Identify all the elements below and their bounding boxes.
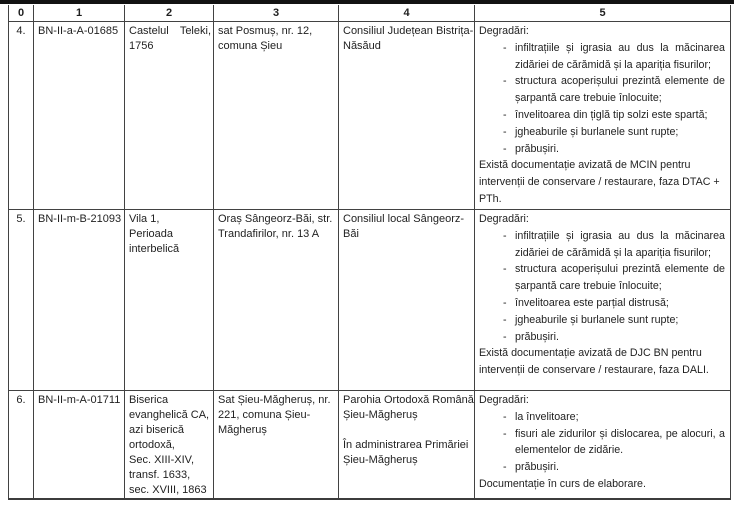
bullet-line: elementelor de zidărie. [515,444,624,457]
cell-position: 4. [9,22,34,210]
bullet-dash: - [503,41,507,54]
monuments-table [8,5,731,500]
column-header: 5 [475,5,731,22]
bullet-line: jgheaburile și burlanele sunt rupte; [515,125,679,138]
text-line: evanghelică CA, [129,409,210,421]
bullet-line: structura acoperișului prezintă elemente de [515,75,725,88]
text-line: Trandafirilor, nr. 13 A [218,228,320,240]
bullet-dash: - [503,330,507,343]
bullet-dash: - [503,410,507,423]
text-line: Măgheruș [218,424,267,436]
bullet-line: infiltrațiile și igrasia au dus la măcinarea [515,229,725,242]
bullet-line: prăbușiri. [515,461,559,474]
cell-position: 6. [9,391,34,500]
bullet-line: prăbușiri. [515,330,559,343]
text-line: azi biserică [129,424,185,436]
condition-bullet [479,107,725,124]
cell-holder [339,391,475,500]
bullet-dash: - [503,108,507,121]
bullet-line: șarpantă care trebuie înlocuite; [515,280,662,293]
cell-holder [339,22,475,210]
cell-monument [125,210,214,391]
condition-bullet [479,261,725,295]
text-line: Sec. XIII-XIV, [129,454,195,466]
table-row [9,210,731,391]
text-line: Perioada [129,228,174,240]
text-line: interbelică [129,243,180,255]
cell-monument [125,391,214,500]
bullet-line: jgheaburile și burlanele sunt rupte; [515,313,679,326]
text-line: Biserica [129,394,169,406]
column-header: 0 [9,5,34,22]
table-header-row [9,5,731,22]
bullet-dash: - [503,263,507,276]
condition-heading: Degradări: [479,25,529,37]
bullet-line: prăbușiri. [515,142,559,155]
text-line: ortodoxă, [129,439,175,451]
condition-bullet [479,73,725,107]
text-line: sec. XVIII, 1863 [129,484,207,496]
text-line: 221, comuna Șieu- [218,409,311,421]
bullet-line: învelitoarea din țiglă tip solzi este spartă; [515,108,708,121]
bullet-line: structura acoperișului prezintă elemente de [515,263,725,276]
cell-address [214,210,339,391]
condition-bullet [479,426,725,460]
bullet-line: învelitoarea este parțial distrusă; [515,296,669,309]
bullet-line: zidăriei de cărămidă și la apariția fisurilor; [515,246,712,259]
text-line: Năsăud [343,40,381,52]
bullet-line: la învelitoare; [515,410,579,423]
text-line: Consiliul Județean Bistrița- [343,25,474,37]
text-line: Parohia Ortodoxă Română [343,394,474,406]
text-line: În administrarea Primăriei [343,439,469,451]
cell-lmi-code: BN-II-a-A-01685 [34,22,125,210]
bullet-dash: - [503,125,507,138]
condition-bullet [479,459,725,476]
cell-address [214,391,339,500]
condition-bullet [479,40,725,74]
bullet-line: infiltrațiile și igrasia au dus la măcinarea [515,41,725,54]
condition-note-line: Documentație în curs de elaborare. [479,477,646,490]
text-line: Șieu-Măgheruș [343,409,418,421]
table-body [9,22,731,500]
text-line: Vila 1, [129,213,160,225]
column-header: 2 [125,5,214,22]
cell-condition [475,210,731,391]
bullet-dash: - [503,296,507,309]
cell-address [214,22,339,210]
cell-lmi-code: BN-II-m-B-21093 [34,210,125,391]
table-header [9,5,731,22]
text-line: Castelul Teleki, [129,25,211,37]
condition-bullet [479,409,725,426]
column-header: 1 [34,5,125,22]
condition-note-line: Există documentație avizată de MCIN pentru [479,159,691,172]
cell-condition [475,391,731,500]
bullet-dash: - [503,461,507,474]
condition-heading: Degradări: [479,213,529,225]
condition-bullet [479,312,725,329]
text-line [343,423,472,438]
bullet-line: șarpantă care trebuie înlocuite; [515,92,662,105]
text-line: Șieu-Măgheruș [343,454,418,466]
bullet-dash: - [503,313,507,326]
bullet-dash: - [503,75,507,88]
text-line: Sat Șieu-Măgheruș, nr. [218,394,331,406]
text-line: 1756 [129,40,154,52]
table-row [9,391,731,500]
condition-bullet [479,329,725,346]
text-line: transf. 1633, [129,469,191,481]
condition-bullet [479,295,725,312]
cell-monument [125,22,214,210]
condition-note-line: intervenții de conservare / restaurare, faza DALI. [479,364,709,377]
text-line: Oraș Sângeorz-Băi, str. [218,213,333,225]
bullet-line: fisuri ale zidurilor și dislocarea, pe alocuri, a [515,427,725,440]
condition-note-line: PTh. [479,192,502,205]
bullet-line: zidăriei de cărămidă și la apariția fisurilor; [515,58,712,71]
condition-bullet [479,141,725,158]
column-header: 3 [214,5,339,22]
cell-position: 5. [9,210,34,391]
cell-lmi-code: BN-II-m-A-01711 [34,391,125,500]
condition-note-line: Există documentație avizată de DJC BN pentru [479,347,702,360]
text-line: Consiliul local Sângeorz- [343,213,465,225]
condition-heading: Degradări: [479,394,529,406]
cell-holder [339,210,475,391]
condition-bullet [479,124,725,141]
bullet-dash: - [503,142,507,155]
text-line: comuna Șieu [218,40,283,52]
bullet-dash: - [503,427,507,440]
page-top-rule [0,0,734,4]
condition-note-line: intervenții de conservare / restaurare, faza DTAC + [479,176,720,189]
cell-condition [475,22,731,210]
text-line: Băi [343,228,359,240]
bullet-dash: - [503,229,507,242]
table-row [9,22,731,210]
condition-bullet [479,228,725,262]
column-header: 4 [339,5,475,22]
text-line: sat Posmuș, nr. 12, [218,25,313,37]
